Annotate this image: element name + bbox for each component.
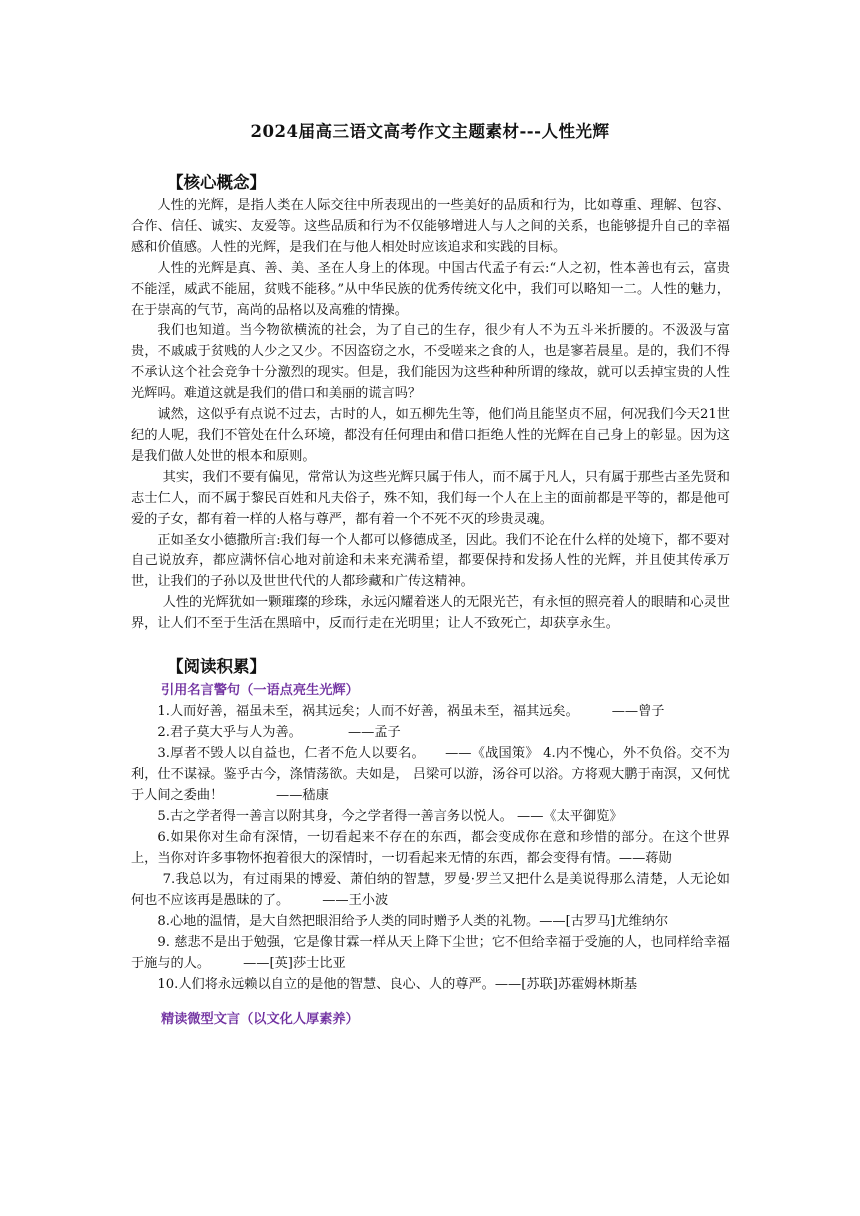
quote-item: 3.厚者不毁人以自益也，仁者不危人以要名。 ——《战国策》 4.内不愧心，外不负俗。交不为利，仕不谋禄。鉴乎古今，涤情荡欲。夫如是， 吕梁可以游，汤谷可以浴。方将观大鹏于南溟，又何忧于人间之委曲！ ——嵇康 xyxy=(131,746,730,804)
core-paragraph: 人性的光辉是真、善、美、圣在人身上的体现。中国古代孟子有云:“人之初，性本善也有云，富贵不能淫，威武不能屈，贫贱不能移。”从中华民族的优秀传统文化中，我们可以略知一二。人性的魅力，在于崇高的气节，高尚的品格以及高雅的情操。 xyxy=(131,260,730,318)
core-paragraph: 我们也知道。当今物欲横流的社会，为了自己的生存，很少有人不为五斗米折腰的。不汲汲与富贵，不戚戚于贫贱的人少之又少。不因盗窃之水，不受嗟来之食的人，也是寥若晨星。是的，我们不得不承认这个社会竞争十分激烈的现实。但是，我们能因为这些种种所谓的缘故，就可以丢掉宝贵的人性光辉吗。难道这就是我们的借口和美丽的谎言吗？ xyxy=(131,323,730,402)
essay-subheading: 精读微型文言（以文化人厚素养） xyxy=(161,1012,359,1028)
reading-heading: 【阅读积累】 xyxy=(167,657,266,677)
core-paragraph: 人性的光辉犹如一颗璀璨的珍珠，永远闪耀着迷人的无限光芒，有永恒的照亮着人的眼睛和心灵世界，让人们不至于生活在黑暗中，反而行走在光明里；让人不致死亡，却获享永生。 xyxy=(131,595,730,632)
core-paragraph: 正如圣女小德撒所言:我们每一个人都可以修德成圣，因此。我们不论在什么样的处境下，都不要对自己说放弃，都应满怀信心地对前途和未来充满希望，都要保持和发扬人性的光辉，并且使其传承万世，让我们的子孙以及世世代代的人都珍藏和广传这精神。 xyxy=(131,532,730,590)
quote-item: 10.人们将永远赖以自立的是他的智慧、良心、人的尊严。——[苏联]苏霍姆林斯基 xyxy=(157,977,638,993)
core-concept-heading: 【核心概念】 xyxy=(167,173,266,192)
quotes-subheading: 引用名言警句（一语点亮生光辉） xyxy=(161,683,359,699)
document-body xyxy=(131,170,730,1030)
quote-item: 2.君子莫大乎与人为善。 ——孟子 xyxy=(157,725,401,741)
document-title: 2024届高三语文高考作文主题素材---人性光辉 xyxy=(250,122,610,141)
quote-item: 7.我总以为，有过雨果的博爱、萧伯纳的智慧，罗曼·罗兰又把什么是美说得那么清楚，人无论如何也不应该再是愚昧的了。 ——王小波 xyxy=(131,872,730,909)
quote-item: 6.如果你对生命有深情，一切看起来不存在的东西，都会变成你在意和珍惜的部分。在这个世界上，当你对许多事物怀抱着很大的深情时，一切看起来无情的东西，都会变得有情。——蒋勋 xyxy=(131,830,730,867)
quote-item: 9. 慈悲不是出于勉强，它是像甘霖一样从天上降下尘世；它不但给幸福于受施的人，也同样给幸福于施与的人。 ——[英]莎士比亚 xyxy=(131,935,730,972)
quote-item: 1.人而好善，福虽未至，祸其远矣；人而不好善，祸虽未至，福其远矣。 ——曾子 xyxy=(157,704,665,720)
quote-item: 8.心地的温情，是大自然把眼泪给予人类的同时赠予人类的礼物。——[古罗马]尤维纳尔 xyxy=(157,914,669,930)
spacer xyxy=(131,635,730,654)
core-paragraph: 其实，我们不要有偏见，常常认为这些光辉只属于伟人，而不属于凡人，只有属于那些古圣先贤和志士仁人，而不属于黎民百姓和凡夫俗子，殊不知，我们每一个人在上主的面前都是平等的，都是他可爱的子女，都有着一样的人格与尊严，都有着一个不死不灭的珍贵灵魂。 xyxy=(131,469,730,527)
core-paragraph: 诚然，这似乎有点说不过去，古时的人，如五柳先生等，他们尚且能坚贞不屈，何况我们今天21世纪的人呢，我们不管处在什么环境，都没有任何理由和借口拒绝人性的光辉在自己身上的彰显。因为这是我们做人处世的根本和原则。 xyxy=(131,407,730,464)
quote-item: 5.古之学者得一善言以附其身，今之学者得一善言务以悦人。 ——《太平御览》 xyxy=(157,809,623,825)
core-paragraph: 人性的光辉，是指人类在人际交往中所表现出的一些美好的品质和行为，比如尊重、理解、包容、合作、信任、诚实、友爱等。这些品质和行为不仅能够增进人与人之间的关系，也能够提升自己的幸福感和价值感。人性的光辉，是我们在与他人相处时应该追求和实践的目标。 xyxy=(131,198,730,255)
spacer xyxy=(131,995,730,1009)
